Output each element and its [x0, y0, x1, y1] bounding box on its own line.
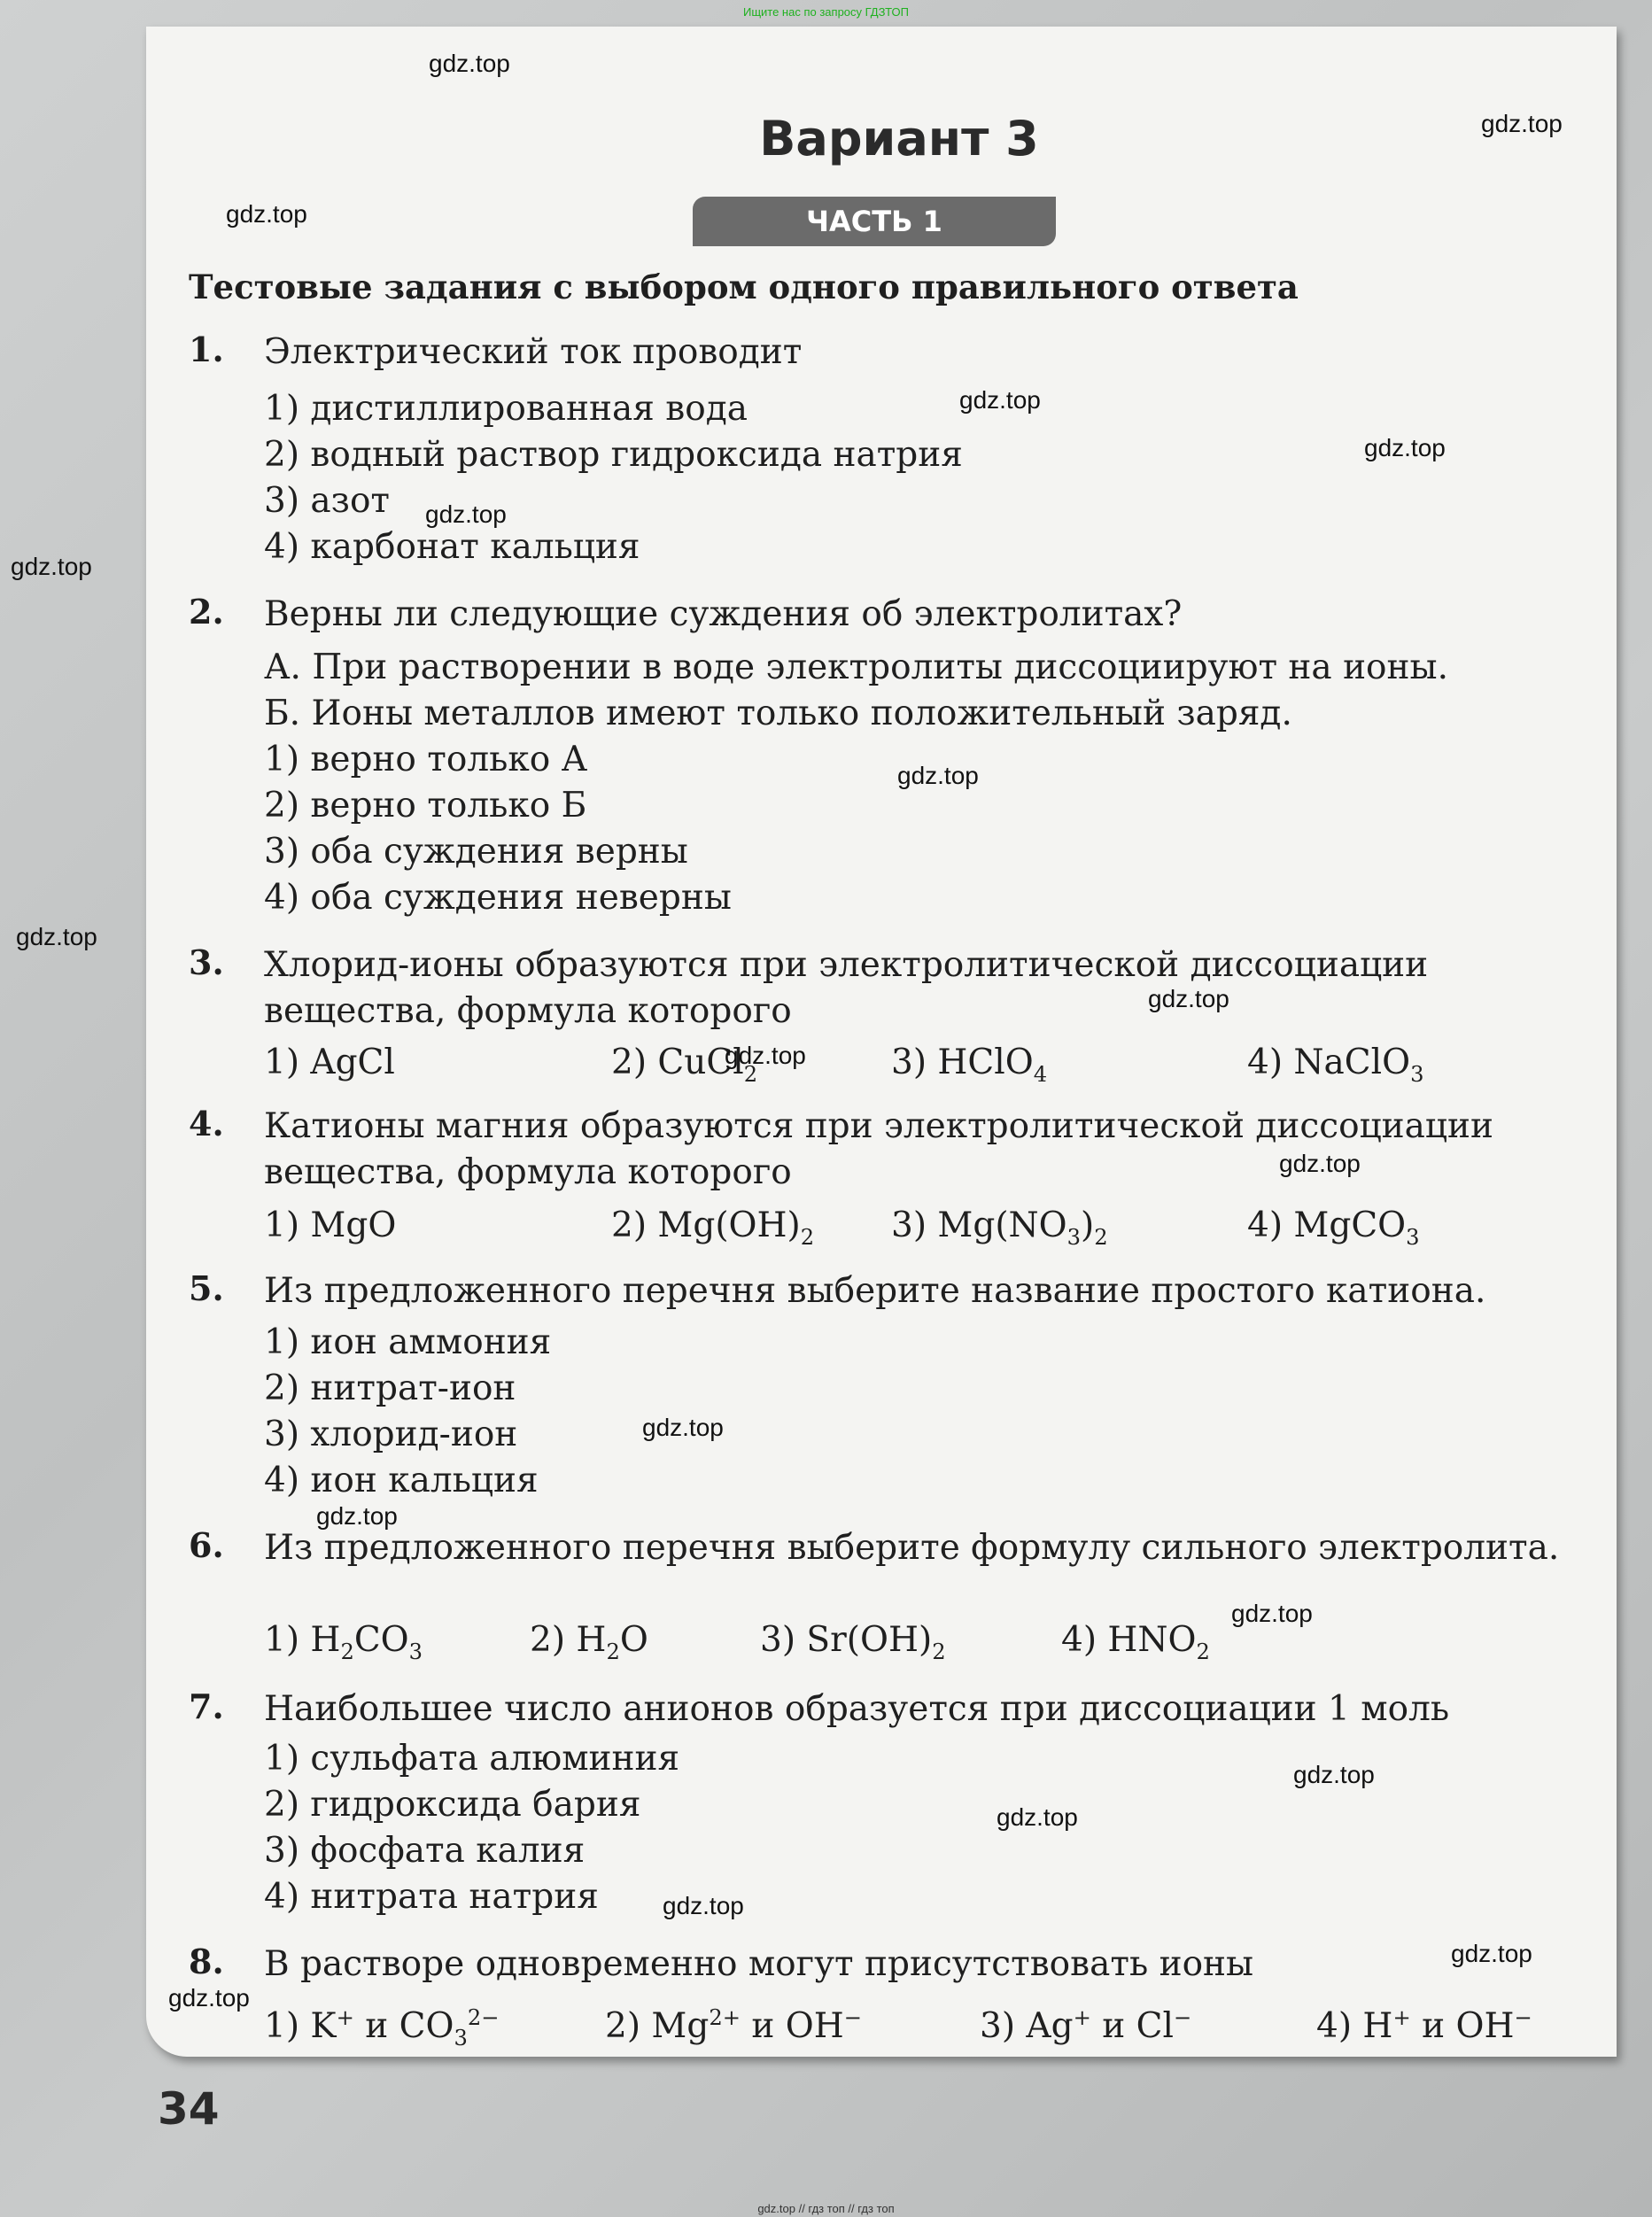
watermark: gdz.top [168, 1984, 250, 2012]
page-number: 34 [158, 2083, 220, 2135]
question-5-number: 5. [189, 1268, 224, 1308]
watermark: gdz.top [1364, 434, 1446, 461]
part-badge: ЧАСТЬ 1 [693, 197, 1056, 246]
question-6-text: Из предложенного перечня выберите формулу сильного электролита. [264, 1528, 1560, 1568]
question-1-option-2[interactable]: 2) водный раствор гидроксида натрия [264, 435, 963, 475]
watermark: gdz.top [16, 923, 97, 950]
question-3-number: 3. [189, 942, 224, 982]
watermark: gdz.top [1451, 1940, 1532, 1967]
question-3-option-4[interactable]: 4) NaClO$_3$ [1247, 1043, 1424, 1087]
variant-title: Вариант 3 [759, 111, 1039, 167]
question-4-number: 4. [189, 1104, 224, 1143]
section-header: Тестовые задания с выбором одного правильного ответа [189, 267, 1299, 306]
watermark: gdz.top [1148, 985, 1229, 1012]
question-8-option-4[interactable]: 4) H+ и OH− [1316, 2005, 1532, 2046]
question-3-text: Хлорид-ионы образуются при электролитической диссоциации вещества, формула которого [264, 945, 1429, 1031]
question-1-option-3[interactable]: 3) азот [264, 481, 391, 521]
watermark: gdz.top [997, 1803, 1078, 1831]
question-8-option-1[interactable]: 1) K+ и $CO_3^{2-}$ [264, 2005, 500, 2050]
watermark: gdz.top [959, 386, 1041, 414]
header-note: Ищите нас по запросу ГДЗТОП [742, 5, 909, 19]
question-6-option-3[interactable]: 3) $Sr(OH)_2$ [760, 1620, 946, 1664]
question-1-text: Электрический ток проводит [264, 332, 803, 372]
question-4-option-1[interactable]: 1) MgO [264, 1205, 397, 1245]
watermark: gdz.top [429, 50, 510, 77]
question-4-text: Катионы магния образуются при электролитической диссоциации вещества, формула которого [264, 1106, 1493, 1192]
question-3-option-1[interactable]: 1) AgCl [264, 1043, 395, 1082]
question-5-option-2[interactable]: 2) нитрат-ион [264, 1368, 516, 1408]
watermark: gdz.top [642, 1414, 724, 1441]
watermark: gdz.top [1279, 1150, 1361, 1177]
question-4-option-2[interactable]: 2) $Mg(OH)_2$ [611, 1205, 815, 1250]
question-7-option-2[interactable]: 2) гидроксида бария [264, 1785, 641, 1825]
question-6-option-4[interactable]: 4) $HNO_2$ [1061, 1620, 1210, 1664]
question-1-option-1[interactable]: 1) дистиллированная вода [264, 389, 748, 429]
question-8-number: 8. [189, 1942, 224, 1981]
watermark: gdz.top [11, 553, 92, 580]
question-2-option-3[interactable]: 3) оба суждения верны [264, 832, 688, 872]
watermark: gdz.top [316, 1502, 398, 1530]
question-2-option-4[interactable]: 4) оба суждения неверны [264, 878, 732, 918]
question-4-option-3[interactable]: 3) $Mg(NO_3)_2$ [891, 1205, 1108, 1250]
question-7-option-3[interactable]: 3) фосфата калия [264, 1831, 586, 1871]
question-1-option-4[interactable]: 4) карбонат кальция [264, 527, 640, 567]
question-2-statement-b: Б. Ионы металлов имеют только положительный заряд. [264, 694, 1292, 733]
question-5-text: Из предложенного перечня выберите название простого катиона. [264, 1271, 1486, 1311]
footer-note: gdz.top // гдз топ // гдз топ [757, 2202, 895, 2215]
question-2-statement-a: А. При растворении в воде электролиты диссоциируют на ионы. [264, 647, 1448, 687]
question-6-number: 6. [189, 1525, 224, 1565]
question-5-option-4[interactable]: 4) ион кальция [264, 1461, 539, 1500]
watermark: gdz.top [663, 1892, 744, 1919]
watermark: gdz.top [725, 1042, 806, 1069]
question-2-option-2[interactable]: 2) верно только Б [264, 786, 587, 826]
question-1-number: 1. [189, 329, 224, 369]
question-8-option-3[interactable]: 3) Ag+ и Cl− [980, 2005, 1192, 2046]
question-2-option-1[interactable]: 1) верно только А [264, 740, 588, 779]
question-5-option-1[interactable]: 1) ион аммония [264, 1322, 552, 1362]
question-8-option-2[interactable]: 2) $Mg^{2+}$ и OH− [605, 2005, 863, 2046]
question-7-option-1[interactable]: 1) сульфата алюминия [264, 1739, 680, 1779]
question-2-text: Верны ли следующие суждения об электролитах? [264, 594, 1183, 634]
watermark: gdz.top [1293, 1761, 1375, 1788]
question-8-text: В растворе одновременно могут присутствовать ионы [264, 1944, 1254, 1984]
question-3-option-3[interactable]: 3) HClO$_4$ [891, 1043, 1048, 1087]
question-3-option-2[interactable]: 2) CuCl$_2$ [611, 1043, 758, 1087]
watermark: gdz.top [226, 200, 307, 228]
question-7-option-4[interactable]: 4) нитрата натрия [264, 1877, 599, 1917]
watermark: gdz.top [1481, 110, 1563, 137]
question-2-number: 2. [189, 592, 224, 632]
question-7-number: 7. [189, 1686, 224, 1726]
watermark: gdz.top [425, 500, 507, 528]
question-6-option-2[interactable]: 2) $H_2O$ [530, 1620, 648, 1664]
question-7-text: Наибольшее число анионов образуется при диссоциации 1 моль [264, 1689, 1450, 1729]
question-6-option-1[interactable]: 1) $H_2CO_3$ [264, 1620, 423, 1664]
question-4-option-4[interactable]: 4) MgCO$_3$ [1247, 1205, 1420, 1250]
question-5-option-3[interactable]: 3) хлорид-ион [264, 1415, 518, 1454]
watermark: gdz.top [897, 762, 979, 789]
watermark: gdz.top [1231, 1600, 1313, 1627]
